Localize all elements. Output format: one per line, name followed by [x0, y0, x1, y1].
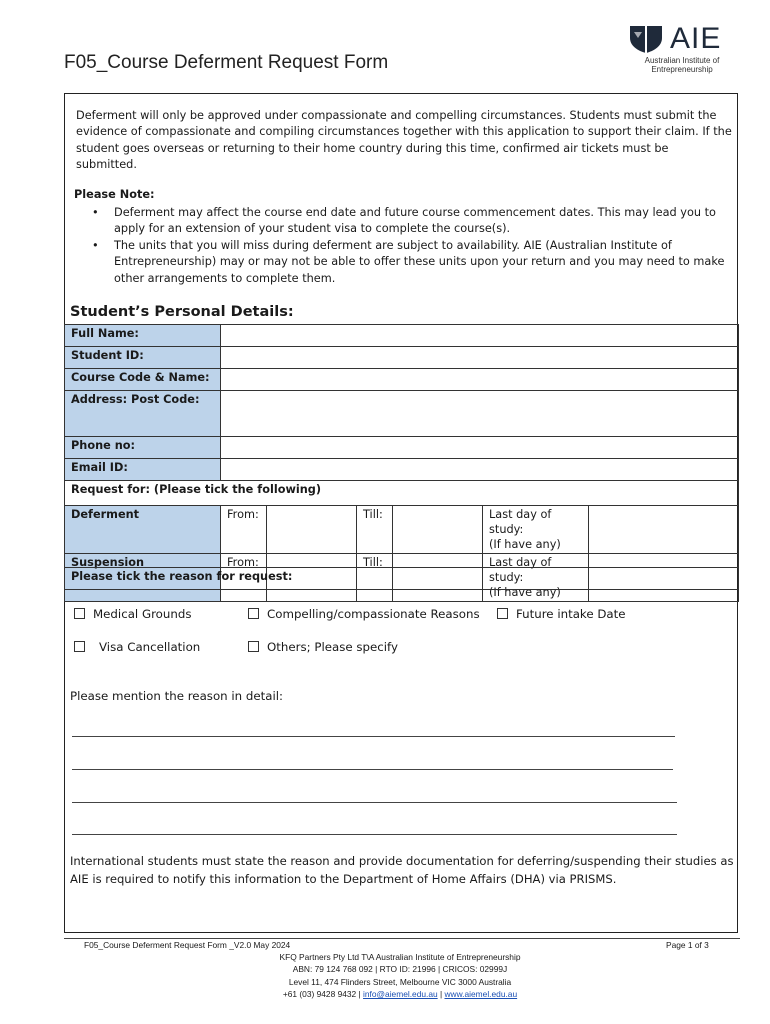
deferment-label: Deferment	[65, 506, 221, 554]
bullet-item: • The units that you will miss during deferment are subject to availability. AIE (Australian Institute of Entrepreneurship) may or may not be able to offer these units upon your return and you may need to make other arrangements to complete them.	[92, 238, 725, 285]
personal-details-heading: Student’s Personal Details:	[70, 304, 294, 320]
email-label: Email ID:	[65, 459, 221, 481]
checkbox-icon	[497, 608, 508, 619]
footer-divider	[64, 938, 740, 939]
future-intake-checkbox[interactable]: Future intake Date	[497, 607, 626, 621]
footer-address: KFQ Partners Pty Ltd T\A Australian Institute of Entrepreneurship ABN: 79 124 768 092 | RTO ID: 21996 | CRICOS: 02999J Level 11, 474 Flinders Street, Melbourne VIC 3000 Australia +61 (03) 9428 9432 | info@aiemel.edu.au | www.aiemel.edu.au	[200, 951, 600, 1001]
checkbox-icon	[74, 608, 85, 619]
checkbox-icon	[248, 641, 259, 652]
checkbox-icon	[248, 608, 259, 619]
note-bullets	[90, 205, 740, 287]
reason-detail-label: Please mention the reason in detail:	[70, 689, 284, 703]
checkbox-icon	[74, 641, 85, 652]
compelling-reasons-checkbox[interactable]: Compelling/compassionate Reasons	[248, 607, 480, 621]
logo-brand: AIE	[670, 22, 722, 55]
suspension-from-label: From:	[221, 554, 267, 602]
footer-email-link[interactable]: info@aiemel.edu.au	[363, 989, 438, 1000]
student-id-label: Student ID:	[65, 347, 221, 369]
visa-cancellation-checkbox[interactable]: Visa Cancellation	[74, 640, 200, 654]
course-label: Course Code & Name:	[65, 369, 221, 391]
email-field[interactable]	[221, 459, 739, 481]
aie-logo	[626, 22, 738, 74]
shield-logo-icon	[628, 24, 664, 54]
medical-grounds-checkbox[interactable]: Medical Grounds	[74, 607, 191, 621]
deferment-last-day-field[interactable]	[589, 506, 739, 554]
deferment-from-label: From:	[221, 506, 267, 554]
footer-page-number: Page 1 of 3	[666, 940, 709, 950]
reason-line[interactable]	[72, 736, 675, 737]
student-id-field[interactable]	[221, 347, 739, 369]
phone-label: Phone no:	[65, 437, 221, 459]
intro-paragraph: Deferment will only be approved under compassionate and compelling circumstances. Students must submit the evidence of compassionate and compiling circumstances together with this application to support their claim. If the student goes overseas or returning to their home country during this time, confirmed air tickets must be submitted.	[76, 109, 732, 172]
suspension-last-day-label: Last day of study: (If have any)	[483, 554, 589, 602]
deferment-from-field[interactable]	[267, 506, 357, 554]
address-label: Address: Post Code:	[65, 391, 221, 437]
bullet-item: • Deferment may affect the course end date and future course commencement dates. This may lead you to apply for an extension of your student visa to complete the course(s).	[92, 206, 716, 236]
reason-heading: Please tick the reason for request:	[64, 567, 739, 590]
logo-subtitle: Australian Institute of Entrepreneurship	[644, 56, 720, 74]
footer-website-link[interactable]: www.aiemel.edu.au	[444, 989, 518, 1000]
address-field[interactable]	[221, 391, 739, 437]
suspension-till-label: Till:	[357, 554, 393, 602]
reason-line[interactable]	[72, 802, 677, 803]
full-name-label: Full Name:	[65, 325, 221, 347]
reason-line[interactable]	[72, 834, 677, 835]
others-checkbox[interactable]: Others; Please specify	[248, 640, 398, 654]
suspension-label: Suspension	[65, 554, 221, 602]
phone-field[interactable]	[221, 437, 739, 459]
reason-line[interactable]	[72, 769, 673, 770]
deferment-till-label: Till:	[357, 506, 393, 554]
note-heading: Please Note:	[74, 188, 155, 201]
footer-form-id: F05_Course Deferment Request Form _V2.0 May 2024	[84, 940, 291, 950]
deferment-last-day-label: Last day of study: (If have any)	[483, 506, 589, 554]
deferment-till-field[interactable]	[393, 506, 483, 554]
request-for-heading: Request for: (Please tick the following)	[64, 480, 739, 506]
full-name-field[interactable]	[221, 325, 739, 347]
footer-contact: +61 (03) 9428 9432 | info@aiemel.edu.au | www.aiemel.edu.au	[282, 989, 518, 1000]
page-title: F05_Course Deferment Request Form	[64, 52, 389, 73]
personal-details-table	[64, 324, 739, 481]
international-note: International students must state the reason and provide documentation for deferring/suspending their studies as AIE is required to notify this information to the Department of Home Affairs (DHA) via PRISMS.	[70, 854, 734, 886]
course-field[interactable]	[221, 369, 739, 391]
